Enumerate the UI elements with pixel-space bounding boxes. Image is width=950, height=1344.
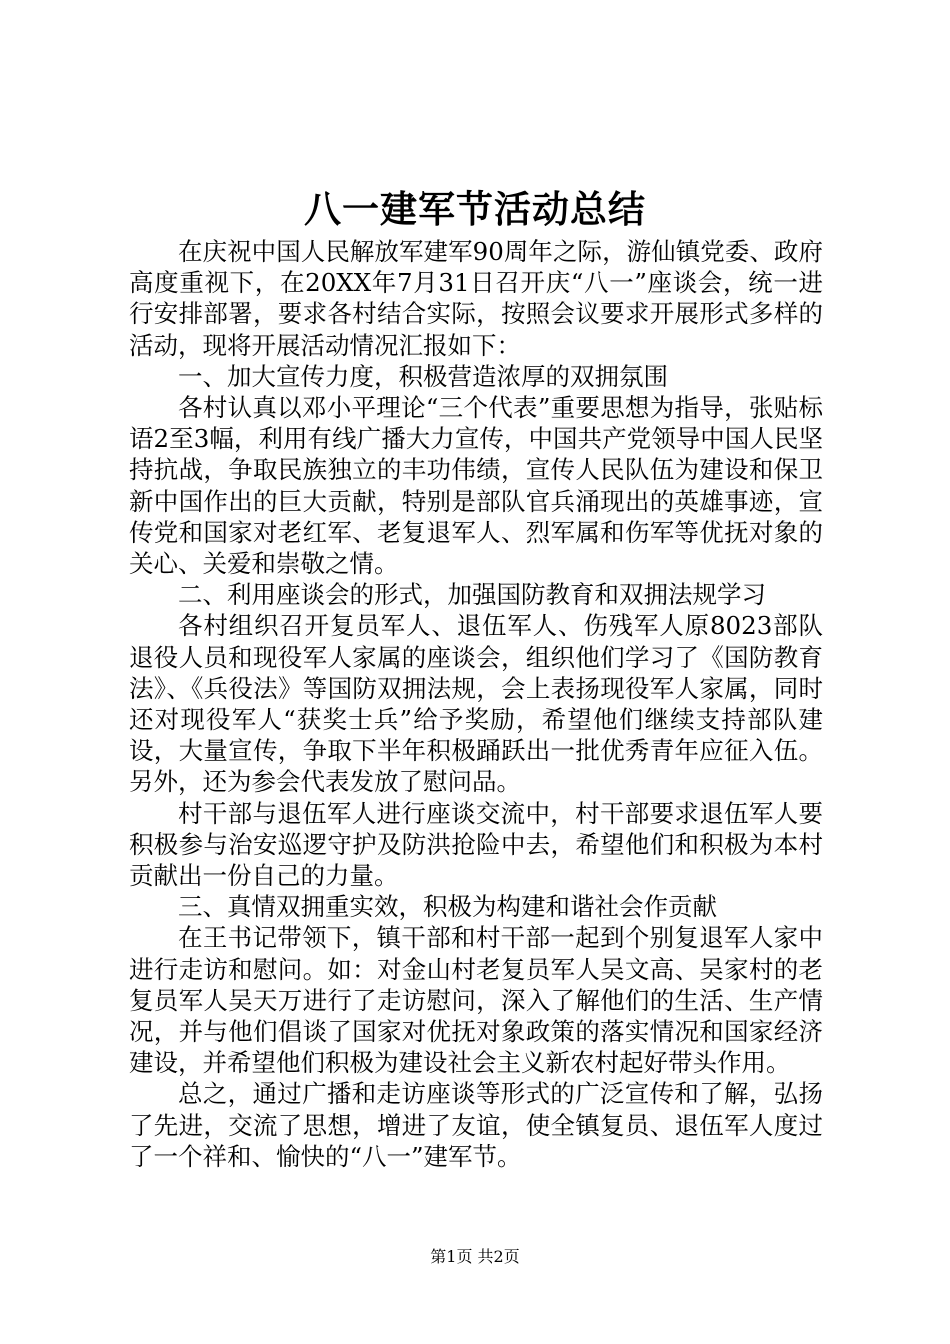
document-title: 八一建军节活动总结: [304, 188, 646, 231]
section-heading-3: 三、真情双拥重实效，积极为构建和谐社会作贡献: [178, 892, 717, 922]
page-number-footer: 第1页 共2页: [430, 1247, 520, 1266]
paragraph-section-1: 各村认真以邓小平理论“三个代表”重要思想为指导，张贴标语2至3幅，利用有线广播大力宣传，中国共产党领导中国人民坚持抗战，争取民族独立的丰功伟绩，宣传人民队伍为建设和保卫新中国作出的巨大贡献，特别是部队官兵涌现出的英雄事迹，宣传党和国家对老红军、老复退军人、烈军属和伤军等优抚对象的关心、关爱和崇敬之情。: [129, 393, 823, 579]
paragraph-section-2b: 村干部与退伍军人进行座谈交流中，村干部要求退伍军人要积极参与治安巡逻守护及防洪抢险中去，希望他们和积极为本村贡献出一份自己的力量。: [129, 798, 823, 891]
section-heading-2: 二、利用座谈会的形式，加强国防教育和双拥法规学习: [178, 580, 766, 610]
document-body: [129, 236, 823, 1172]
paragraph-intro: 在庆祝中国人民解放军建军90周年之际，游仙镇党委、政府高度重视下，在20XX年7月31日召开庆“八一”座谈会，统一进行安排部署，要求各村结合实际，按照会议要求开展形式多样的活动，现将开展活动情况汇报如下：: [129, 237, 823, 360]
paragraph-conclusion: 总之，通过广播和走访座谈等形式的广泛宣传和了解，弘扬了先进，交流了思想，增进了友谊，使全镇复员、退伍军人度过了一个祥和、愉快的“八一”建军节。: [129, 1079, 823, 1171]
paragraph-section-3: 在王书记带领下，镇干部和村干部一起到个别复退军人家中进行走访和慰问。如：对金山村老复员军人吴文高、吴家村的老复员军人吴天万进行了走访慰问，深入了解他们的生活、生产情况，并与他们倡谈了国家对优抚对象政策的落实情况和国家经济建设，并希望他们积极为建设社会主义新农村起好带头作用。: [129, 923, 823, 1078]
section-heading-1: 一、加大宣传力度，积极营造浓厚的双拥氛围: [178, 361, 668, 391]
paragraph-section-2a: 各村组织召开复员军人、退伍军人、伤残军人原8023部队退役人员和现役军人家属的座谈会，组织他们学习了《国防教育法》、《兵役法》等国防双拥法规，会上表扬现役军人家属，同时还对现役军人“获奖士兵”给予奖励，希望他们继续支持部队建设，大量宣传，争取下半年积极踊跃出一批优秀青年应征入伍。另外，还为参会代表发放了慰问品。: [129, 611, 823, 797]
